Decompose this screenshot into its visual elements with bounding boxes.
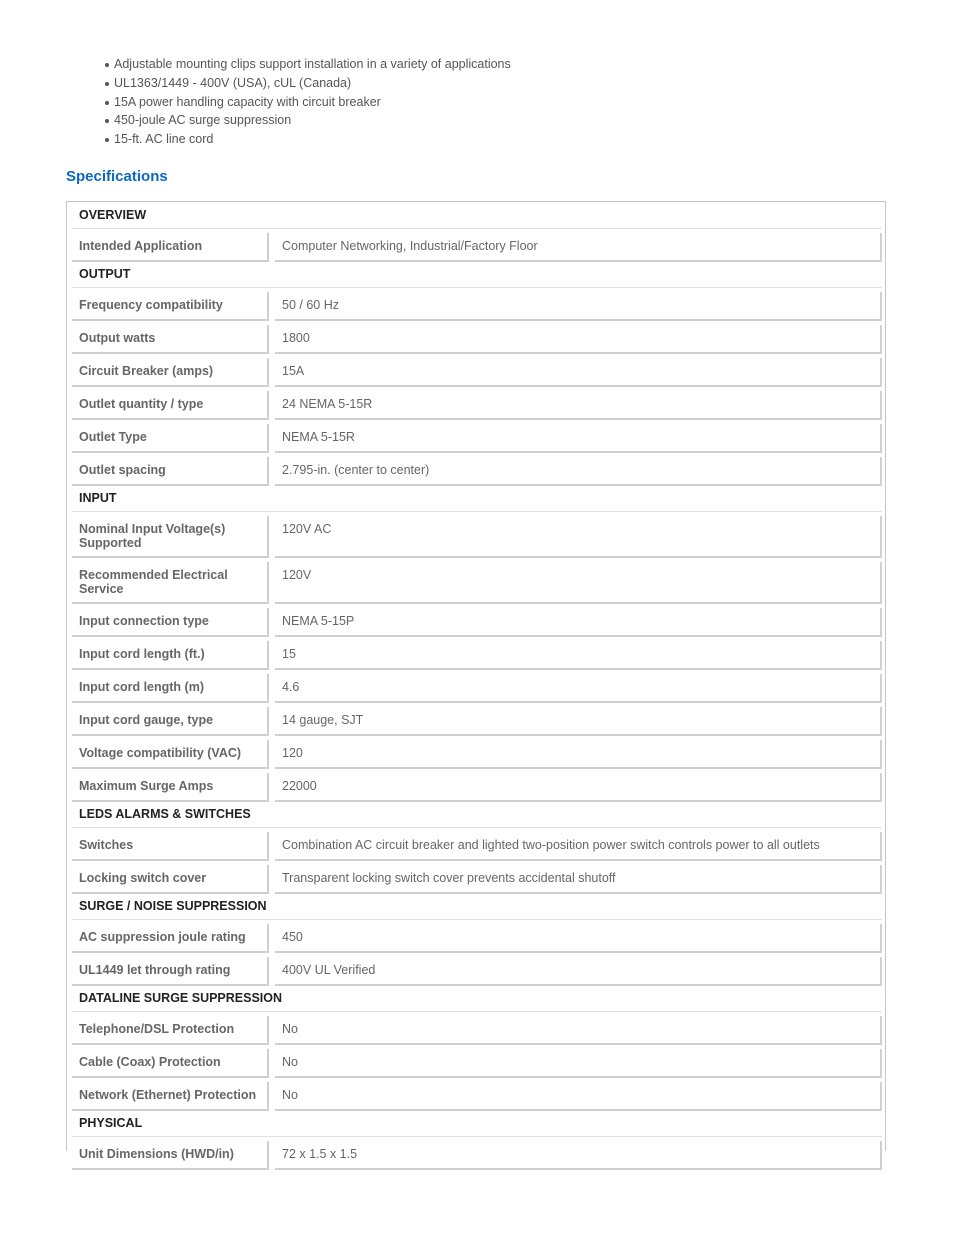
spec-label: AC suppression joule rating	[72, 924, 269, 953]
spec-row	[72, 292, 882, 321]
spec-label: Switches	[72, 832, 269, 861]
feature-item	[104, 111, 511, 130]
spec-row	[72, 1141, 882, 1170]
spec-value: 120V	[275, 562, 882, 604]
bullet-icon	[105, 119, 109, 123]
spec-value: 72 x 1.5 x 1.5	[275, 1141, 882, 1170]
section-header-row	[72, 1111, 882, 1137]
spec-value: Transparent locking switch cover prevents accidental shutoff	[275, 865, 882, 894]
spec-row	[72, 674, 882, 703]
spec-value: No	[275, 1082, 882, 1111]
spec-label: Telephone/DSL Protection	[72, 1016, 269, 1045]
spec-value: 24 NEMA 5-15R	[275, 391, 882, 420]
spec-label: Circuit Breaker (amps)	[72, 358, 269, 387]
spec-label: Output watts	[72, 325, 269, 354]
spec-label: Nominal Input Voltage(s) Supported	[72, 516, 269, 558]
spec-label: Voltage compatibility (VAC)	[72, 740, 269, 769]
spec-row	[72, 358, 882, 387]
section-title: SURGE / NOISE SUPPRESSION	[72, 894, 882, 920]
spec-label: Maximum Surge Amps	[72, 773, 269, 802]
section-header-row	[72, 894, 882, 920]
spec-row	[72, 773, 882, 802]
spec-value: Computer Networking, Industrial/Factory Floor	[275, 233, 882, 262]
spec-value: NEMA 5-15P	[275, 608, 882, 637]
spec-value: 14 gauge, SJT	[275, 707, 882, 736]
spec-row	[72, 516, 882, 558]
feature-item	[104, 55, 511, 74]
spec-row	[72, 562, 882, 604]
section-header-row	[72, 486, 882, 512]
spec-label: Recommended Electrical Service	[72, 562, 269, 604]
spec-value: 400V UL Verified	[275, 957, 882, 986]
spec-row	[72, 832, 882, 861]
spec-row	[72, 1016, 882, 1045]
specifications-box	[66, 201, 886, 1161]
section-header-row	[72, 262, 882, 288]
spec-label: Outlet quantity / type	[72, 391, 269, 420]
section-header-row	[72, 203, 882, 229]
spec-value: No	[275, 1016, 882, 1045]
spec-row	[72, 957, 882, 986]
bullet-icon	[105, 138, 109, 142]
feature-item	[104, 74, 511, 93]
spec-value: 1800	[275, 325, 882, 354]
spec-label: Outlet spacing	[72, 457, 269, 486]
section-title: OVERVIEW	[72, 203, 882, 229]
section-title: LEDS ALARMS & SWITCHES	[72, 802, 882, 828]
feature-list	[104, 55, 511, 149]
spec-label: Frequency compatibility	[72, 292, 269, 321]
feature-text: 450-joule AC surge suppression	[114, 113, 292, 128]
spec-value: 120V AC	[275, 516, 882, 558]
section-title: INPUT	[72, 486, 882, 512]
feature-item	[104, 93, 511, 112]
spec-label: Input cord gauge, type	[72, 707, 269, 736]
feature-text: 15-ft. AC line cord	[114, 132, 214, 147]
spec-value: 450	[275, 924, 882, 953]
spec-value: 4.6	[275, 674, 882, 703]
spec-value: No	[275, 1049, 882, 1078]
spec-row	[72, 391, 882, 420]
spec-label: Intended Application	[72, 233, 269, 262]
section-title: PHYSICAL	[72, 1111, 882, 1137]
spec-label: Outlet Type	[72, 424, 269, 453]
spec-row	[72, 740, 882, 769]
spec-value: 120	[275, 740, 882, 769]
spec-row	[72, 233, 882, 262]
spec-label: Unit Dimensions (HWD/in)	[72, 1141, 269, 1170]
spec-value: NEMA 5-15R	[275, 424, 882, 453]
feature-text: 15A power handling capacity with circuit breaker	[114, 94, 381, 109]
spec-value: 15A	[275, 358, 882, 387]
bullet-icon	[105, 101, 109, 105]
section-title: DATALINE SURGE SUPPRESSION	[72, 986, 882, 1012]
spec-label: Locking switch cover	[72, 865, 269, 894]
spec-value: 15	[275, 641, 882, 670]
spec-row	[72, 608, 882, 637]
spec-row	[72, 1082, 882, 1111]
spec-label: Input connection type	[72, 608, 269, 637]
specifications-heading: Specifications	[66, 168, 168, 185]
spec-label: Network (Ethernet) Protection	[72, 1082, 269, 1111]
spec-row	[72, 641, 882, 670]
bullet-icon	[105, 63, 109, 67]
feature-item	[104, 130, 511, 149]
spec-row	[72, 707, 882, 736]
spec-label: Input cord length (m)	[72, 674, 269, 703]
spec-row	[72, 325, 882, 354]
spec-label: Cable (Coax) Protection	[72, 1049, 269, 1078]
spec-row	[72, 424, 882, 453]
spec-value: Combination AC circuit breaker and lighted two-position power switch controls power to all outlets	[275, 832, 882, 861]
spec-value: 22000	[275, 773, 882, 802]
spec-row	[72, 457, 882, 486]
feature-text: Adjustable mounting clips support installation in a variety of applications	[114, 57, 511, 71]
spec-label: UL1449 let through rating	[72, 957, 269, 986]
feature-text: UL1363/1449 - 400V (USA), cUL (Canada)	[114, 75, 352, 90]
spec-row	[72, 924, 882, 953]
bullet-icon	[105, 82, 109, 86]
spec-value: 2.795-in. (center to center)	[275, 457, 882, 486]
section-header-row	[72, 802, 882, 828]
spec-row	[72, 1049, 882, 1078]
section-header-row	[72, 986, 882, 1012]
spec-label: Input cord length (ft.)	[72, 641, 269, 670]
specifications-table	[72, 203, 882, 1170]
section-title: OUTPUT	[72, 262, 882, 288]
spec-row	[72, 865, 882, 894]
spec-value: 50 / 60 Hz	[275, 292, 882, 321]
